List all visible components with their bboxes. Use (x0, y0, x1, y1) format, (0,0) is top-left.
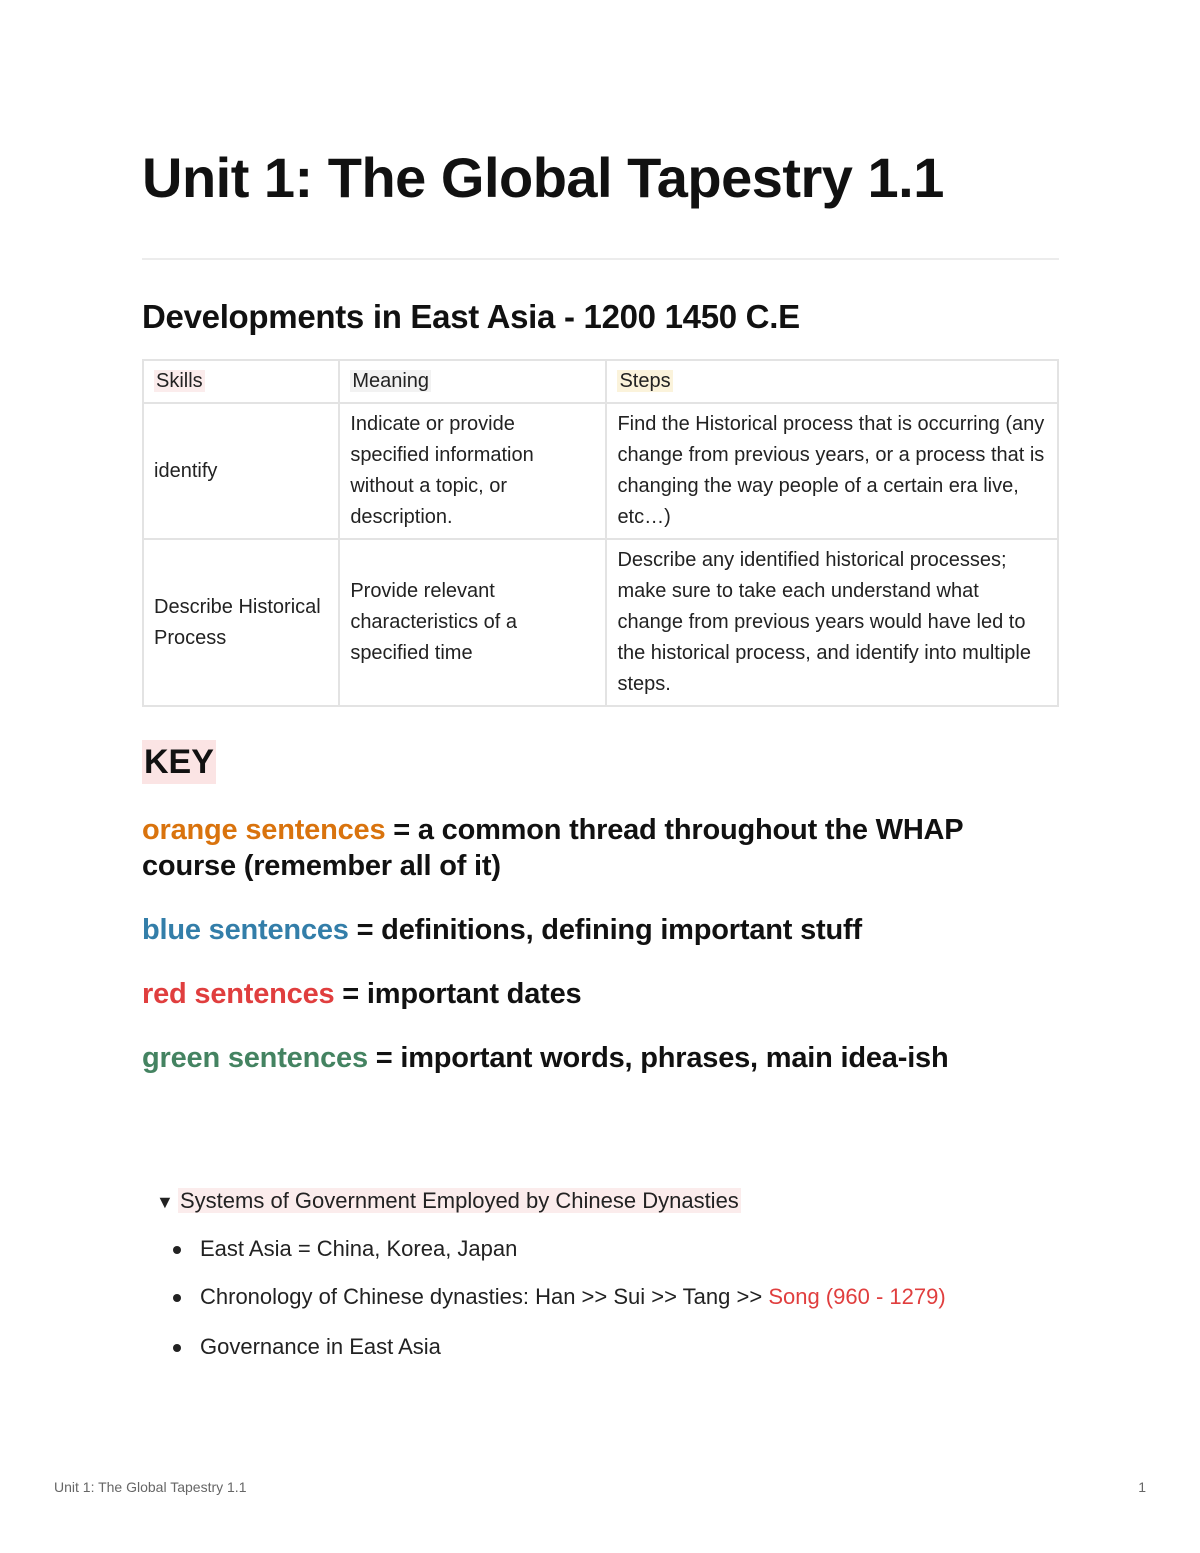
table-cell: Find the Historical process that is occurring (any change from previous years, or a process that is changing the way people of a certain era live, etc…) (606, 403, 1058, 539)
legend-colored-text: blue sentences (142, 914, 349, 946)
list-item: Chronology of Chinese dynasties: Han >> Sui >> Tang >> Song (960 - 1279) (200, 1280, 1020, 1314)
list-item: East Asia = China, Korea, Japan (200, 1232, 1020, 1266)
legend-description: = important words, phrases, main idea-ish (367, 1042, 949, 1074)
legend-description: = definitions, defining important stuff (348, 914, 862, 946)
legend-description: = a common thread throughout the WHAP course (remember all of it) (142, 814, 963, 882)
legend-colored-text: orange sentences (142, 814, 386, 846)
table-cell: Indicate or provide specified information without a topic, or description. (339, 403, 606, 539)
bullet-dot-icon (173, 1246, 181, 1254)
list-item: Governance in East Asia (200, 1330, 1020, 1364)
toggle-label: Systems of Government Employed by Chinese Dynasties (180, 1188, 739, 1213)
header-cell-meaning: Meaning (339, 360, 606, 403)
legend-colored-text: green sentences (142, 1042, 368, 1074)
table-cell: Describe Historical Process (143, 539, 339, 706)
table-cell: Provide relevant characteristics of a specified time (339, 539, 606, 706)
table-cell: identify (143, 403, 339, 539)
divider (142, 258, 1059, 260)
triangle-down-icon[interactable]: ▼ (156, 1192, 174, 1212)
footer-title: Unit 1: The Global Tapestry 1.1 (54, 1479, 247, 1495)
table-header-row (143, 360, 1058, 403)
toggle-block[interactable] (156, 1185, 741, 1218)
legend-item-blue (142, 912, 1042, 948)
page-number: 1 (1138, 1479, 1146, 1495)
section-heading: Developments in East Asia - 1200 1450 C.E (142, 298, 800, 335)
legend-description: = important dates (334, 978, 582, 1010)
bullet-list (200, 1232, 1020, 1364)
legend-colored-text: red sentences (142, 978, 335, 1010)
table-row (143, 403, 1058, 539)
skills-table (142, 359, 1059, 707)
table-row (143, 539, 1058, 706)
date-highlight: Song (960 - 1279) (768, 1284, 946, 1309)
legend-item-green (142, 1040, 1042, 1076)
header-cell-steps: Steps (606, 360, 1058, 403)
bullet-dot-icon (173, 1294, 181, 1302)
legend-item-red (142, 976, 1042, 1012)
page-title: Unit 1: The Global Tapestry 1.1 (142, 146, 944, 209)
header-cell-skills: Skills (143, 360, 339, 403)
table-cell: Describe any identified historical processes; make sure to take each understand what change from previous years would have led to the historical process, and identify into multiple steps. (606, 539, 1058, 706)
bullet-dot-icon (173, 1344, 181, 1352)
legend-item-orange (142, 812, 1042, 884)
key-heading: KEY (142, 740, 216, 784)
